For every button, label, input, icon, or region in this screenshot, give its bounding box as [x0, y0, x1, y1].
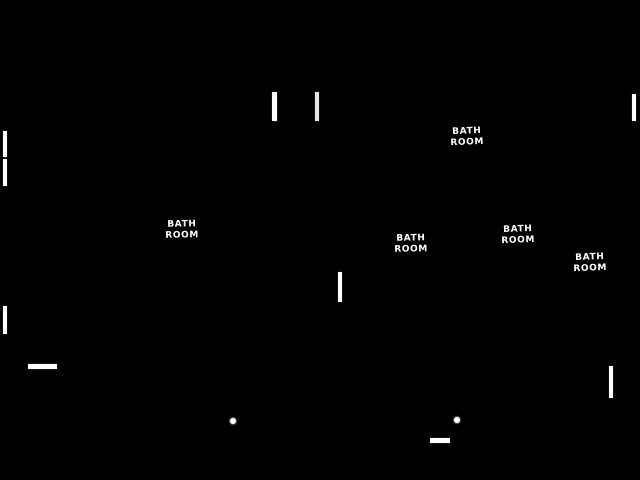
sign-line: BATH	[396, 233, 426, 244]
bathroom-sign-mid-right	[501, 224, 535, 246]
sign-line: ROOM	[450, 136, 485, 148]
light-slit-top-middle-right	[315, 92, 319, 121]
sign-line: BATH	[503, 223, 533, 236]
bathroom-sign-far-right	[573, 252, 607, 274]
light-slit-right-upper	[632, 94, 636, 121]
light-dot-right	[454, 417, 460, 423]
light-slit-left-upper-a	[3, 131, 7, 157]
sign-line: ROOM	[573, 262, 608, 274]
light-slit-center	[338, 272, 342, 302]
sign-line: ROOM	[165, 229, 199, 241]
light-slit-right-lower	[609, 366, 613, 398]
bathroom-sign-left	[165, 219, 199, 241]
light-slit-top-middle-left	[272, 92, 277, 121]
light-dot-left	[230, 418, 236, 424]
light-slit-left-upper-b	[3, 159, 7, 186]
sign-line: BATH	[452, 125, 482, 138]
sign-line: BATH	[167, 219, 197, 230]
light-slit-left-lower	[3, 306, 7, 334]
light-slit-bottom-center-dash	[430, 438, 450, 443]
bathroom-sign-top-right	[450, 126, 484, 148]
sign-line: ROOM	[501, 234, 536, 246]
bathroom-sign-center	[394, 233, 428, 255]
sign-line: ROOM	[394, 243, 428, 255]
light-slit-bottom-left-horizontal	[28, 364, 57, 369]
sign-line: BATH	[575, 251, 605, 264]
